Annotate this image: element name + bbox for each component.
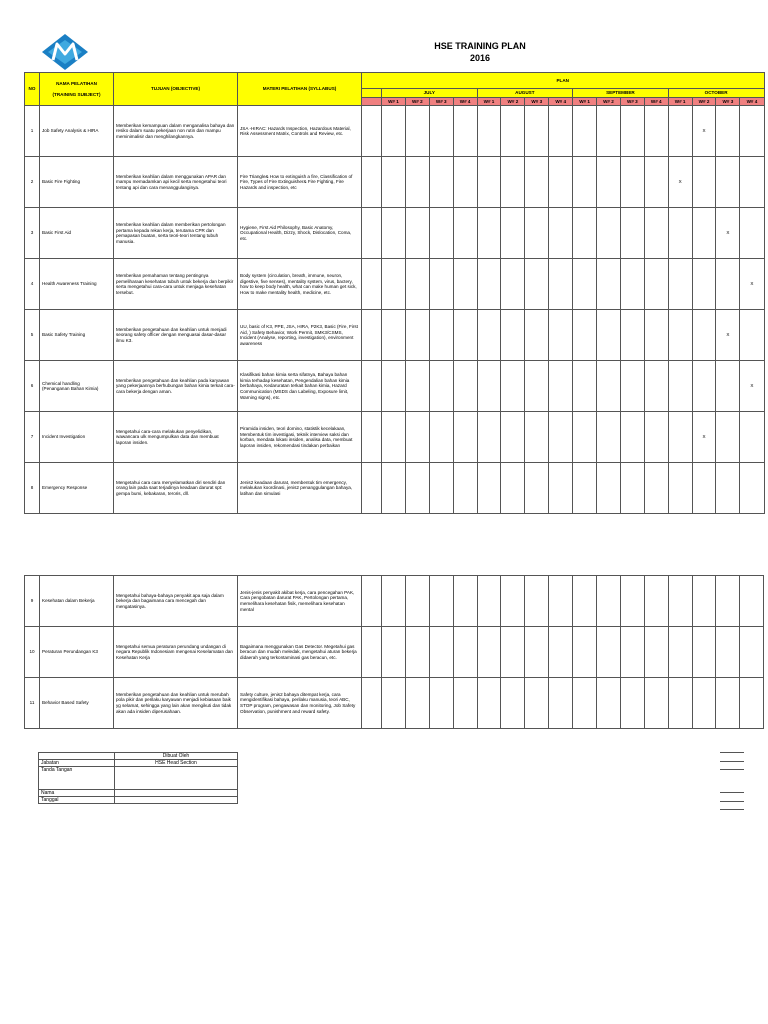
- week-header: W# 1: [382, 97, 406, 106]
- plan-week-cell[interactable]: [525, 361, 549, 412]
- plan-week-cell[interactable]: [382, 310, 406, 361]
- training-syllabus: UU, basic of K3, PPE, JSA, HIRA, P2K3, Basic (Fire, First Aid, ) Safety Behavior, Work Permit, SMK3/CSMS, Incident (Analyse, reporting, investigation), environment awareness: [238, 310, 362, 361]
- training-objective: Memberikan pengetahuan dan keahlian untuk merubah pola pikir dan perilaku karyawan menjadi kebiasaan baik yg selamat, sehingga yang lain akan mengikuti dan tidak akan ada insiden diperusahaan.: [114, 678, 238, 729]
- plan-week-cell[interactable]: [549, 627, 573, 678]
- plan-week-cell[interactable]: [405, 412, 429, 463]
- plan-week-cell[interactable]: [429, 310, 453, 361]
- week-header: W# 4: [644, 97, 668, 106]
- table-row: [25, 576, 764, 627]
- plan-week-cell[interactable]: [668, 412, 692, 463]
- sig-row-jabatan: Jabatan: [39, 760, 115, 767]
- plan-week-cell[interactable]: [477, 208, 501, 259]
- month-september: SEPTEMBER: [573, 89, 669, 98]
- plan-mark: X: [702, 128, 706, 134]
- training-subject: Basic First Aid: [40, 208, 114, 259]
- plan-week-cell[interactable]: [453, 208, 477, 259]
- training-syllabus: Piramida insiden, teori domino, statistik kecelakaan, Membentuk tim investigasi, teknik interview saksi dan korban, mendata lokasi insiden, analisa data, membuat laporan insiden, rekomendasi tindakan perbaikan: [238, 412, 362, 463]
- plan-week-cell[interactable]: [716, 576, 740, 627]
- plan-week-cell[interactable]: [453, 627, 477, 678]
- plan-week-cell[interactable]: [501, 412, 525, 463]
- plan-week-cell[interactable]: [668, 259, 692, 310]
- plan-week-cell[interactable]: [453, 361, 477, 412]
- plan-week-cell[interactable]: [525, 576, 549, 627]
- header-syllabus: MATERI PELATIHAN (SYLLABUS): [238, 73, 362, 106]
- plan-week-cell[interactable]: [668, 157, 692, 208]
- plan-week-cell[interactable]: [716, 627, 740, 678]
- row-number: 9: [25, 576, 40, 627]
- plan-week-cell[interactable]: [525, 678, 549, 729]
- page-title: [380, 40, 580, 64]
- plan-week-cell[interactable]: [525, 157, 549, 208]
- plan-week-cell[interactable]: [549, 361, 573, 412]
- week-header: W# 4: [453, 97, 477, 106]
- plan-week-cell[interactable]: [692, 678, 716, 729]
- plan-mark: X: [750, 281, 754, 287]
- signature-table: [38, 752, 238, 804]
- plan-week-cell[interactable]: [405, 106, 429, 157]
- plan-week-cell[interactable]: [501, 157, 525, 208]
- training-subject: Kesehatan dalam Bekerja: [40, 576, 114, 627]
- plan-week-cell[interactable]: [644, 310, 668, 361]
- plan-week-cell[interactable]: [620, 463, 644, 514]
- plan-week-cell[interactable]: [668, 627, 692, 678]
- training-objective: Mengetahui bahaya-bahaya penyakit apa saja dalam bekerja dan bagaimana cara mencegah dan mengatasinya.: [114, 576, 238, 627]
- plan-spacer-cell: [362, 157, 382, 208]
- plan-week-cell[interactable]: [405, 678, 429, 729]
- table-row: [25, 106, 765, 157]
- table-row: [25, 678, 764, 729]
- plan-week-cell[interactable]: [740, 576, 764, 627]
- plan-week-cell[interactable]: [740, 208, 764, 259]
- plan-mark: X: [726, 230, 730, 236]
- header-subject: NAMA PELATIHAN (TRAINING SUBJECT): [40, 73, 114, 106]
- plan-spacer-cell: [362, 361, 382, 412]
- training-subject: Emergency Response: [40, 463, 114, 514]
- plan-week-cell[interactable]: [573, 208, 597, 259]
- table-row: [25, 259, 765, 310]
- plan-week-cell[interactable]: [382, 259, 406, 310]
- header-objective: TUJUAN (OBJECTIVE): [114, 73, 238, 106]
- plan-week-cell[interactable]: [501, 361, 525, 412]
- plan-week-cell[interactable]: [549, 412, 573, 463]
- training-syllabus: Hygiene, First Aid Philosophy, Basic Anatomy, Occupational Health, Dizzy, Shock, Dislocation, Coma, etc.: [238, 208, 362, 259]
- training-subject: Chemical handling (Penanganan Bahan Kimia): [40, 361, 114, 412]
- plan-mark: X: [702, 434, 706, 440]
- plan-week-cell[interactable]: [597, 106, 621, 157]
- plan-week-cell[interactable]: [501, 463, 525, 514]
- table-row: [25, 157, 765, 208]
- plan-week-cell[interactable]: [501, 627, 525, 678]
- plan-week-cell[interactable]: [668, 310, 692, 361]
- row-number: 11: [25, 678, 40, 729]
- plan-week-cell[interactable]: [740, 627, 764, 678]
- header-plan: PLAN: [362, 73, 765, 89]
- row-number: 6: [25, 361, 40, 412]
- plan-week-cell[interactable]: [501, 106, 525, 157]
- plan-week-cell[interactable]: [453, 106, 477, 157]
- plan-week-cell[interactable]: [382, 361, 406, 412]
- plan-week-cell[interactable]: [620, 310, 644, 361]
- plan-week-cell[interactable]: [668, 678, 692, 729]
- plan-week-cell[interactable]: [405, 259, 429, 310]
- plan-week-cell[interactable]: [692, 412, 716, 463]
- plan-week-cell[interactable]: [597, 259, 621, 310]
- week-header: W# 3: [525, 97, 549, 106]
- plan-week-cell[interactable]: [453, 259, 477, 310]
- table-row: [25, 627, 764, 678]
- plan-week-cell[interactable]: [382, 157, 406, 208]
- plan-week-cell[interactable]: [429, 361, 453, 412]
- training-subject: Peraturan Perundangan K3: [40, 627, 114, 678]
- plan-week-cell[interactable]: [740, 463, 764, 514]
- sig-role: HSE Head Section: [115, 760, 238, 767]
- plan-week-cell[interactable]: [597, 310, 621, 361]
- plan-week-cell[interactable]: [668, 106, 692, 157]
- plan-week-cell[interactable]: [692, 576, 716, 627]
- plan-week-cell[interactable]: [597, 157, 621, 208]
- row-number: 2: [25, 157, 40, 208]
- plan-week-cell[interactable]: [525, 259, 549, 310]
- plan-week-cell[interactable]: [549, 208, 573, 259]
- plan-week-cell[interactable]: [477, 361, 501, 412]
- month-july: JULY: [382, 89, 478, 98]
- training-subject: Health Awareness Training: [40, 259, 114, 310]
- training-syllabus: Bagaimana menggunakan Gas Detector. Megetahui gas beracun dan mudah meledak, mengetahui aturan bekerja didaerah yang terkontaminasi gas beracun, etc.: [238, 627, 362, 678]
- plan-week-cell[interactable]: [692, 361, 716, 412]
- plan-week-cell[interactable]: [405, 576, 429, 627]
- plan-week-cell[interactable]: [573, 463, 597, 514]
- signature-field[interactable]: [115, 767, 238, 790]
- sig-row-date: Tanggal: [39, 797, 115, 804]
- signature-right-fragment: [720, 752, 744, 818]
- week-header: W# 3: [716, 97, 740, 106]
- plan-week-cell[interactable]: [644, 412, 668, 463]
- plan-week-cell[interactable]: [429, 157, 453, 208]
- plan-week-cell[interactable]: [716, 463, 740, 514]
- plan-week-cell[interactable]: [501, 576, 525, 627]
- plan-mark: X: [726, 332, 730, 338]
- training-objective: Memberikan pemahaman tentang pentingnya pemeliharaan kesehatan tubuh untuk bekerja dan berpikir serta mengetahui cara-cara untuk menjaga kesehatan tersebut.: [114, 259, 238, 310]
- training-objective: Mengetahui cara-cara melakukan penyelidikan, wawancara ulk mengumpulkan data dan membuat laporan insiden.: [114, 412, 238, 463]
- plan-week-cell[interactable]: [692, 310, 716, 361]
- plan-week-cell[interactable]: [525, 310, 549, 361]
- plan-week-cell[interactable]: [644, 208, 668, 259]
- plan-week-cell[interactable]: [501, 259, 525, 310]
- plan-week-cell[interactable]: [501, 208, 525, 259]
- plan-week-cell[interactable]: [644, 157, 668, 208]
- plan-week-cell[interactable]: [429, 678, 453, 729]
- plan-week-cell[interactable]: [429, 463, 453, 514]
- plan-week-cell[interactable]: [477, 310, 501, 361]
- plan-week-cell[interactable]: [620, 361, 644, 412]
- table-row: [25, 310, 765, 361]
- plan-week-cell[interactable]: [620, 208, 644, 259]
- plan-mark: X: [678, 179, 682, 185]
- week-header: W# 1: [573, 97, 597, 106]
- row-number: 8: [25, 463, 40, 514]
- week-header: W# 3: [620, 97, 644, 106]
- plan-week-cell[interactable]: [573, 627, 597, 678]
- plan-week-cell[interactable]: [453, 678, 477, 729]
- plan-week-cell[interactable]: [453, 576, 477, 627]
- plan-week-cell[interactable]: [740, 412, 764, 463]
- plan-week-cell[interactable]: [692, 157, 716, 208]
- plan-week-cell[interactable]: [429, 106, 453, 157]
- plan-week-cell[interactable]: [644, 576, 668, 627]
- plan-week-cell[interactable]: [501, 678, 525, 729]
- plan-week-cell[interactable]: [429, 576, 453, 627]
- plan-week-cell[interactable]: [620, 157, 644, 208]
- plan-week-cell[interactable]: [453, 310, 477, 361]
- month-october: OCTOBER: [668, 89, 764, 98]
- training-plan-table-continued: [24, 575, 764, 729]
- training-subject: Basic Fire Fighting: [40, 157, 114, 208]
- training-objective: Memberikan pengetahuan dan keahlian pada karyawan yang pekerjaannya berhubungan bahan kimia terkait cara-cara bekerja dengan aman.: [114, 361, 238, 412]
- sig-row-signature: Tanda Tangan: [39, 767, 115, 790]
- training-subject: Job Safety Analysis & HIRA: [40, 106, 114, 157]
- week-header: W# 2: [692, 97, 716, 106]
- plan-week-cell[interactable]: [573, 678, 597, 729]
- plan-week-cell[interactable]: [716, 678, 740, 729]
- table-row: [25, 463, 765, 514]
- plan-week-cell[interactable]: [525, 463, 549, 514]
- plan-week-cell[interactable]: [573, 576, 597, 627]
- training-plan-table: [24, 72, 765, 514]
- training-subject: Behavior Based Safety: [40, 678, 114, 729]
- plan-week-cell[interactable]: [549, 259, 573, 310]
- plan-week-cell[interactable]: [477, 259, 501, 310]
- training-objective: Memberikan kemampuan dalam menganalisa bahaya dan resiko dalam suatu pekerjaan non rutin dan mampu meminimalisir dan menghilangkannya.: [114, 106, 238, 157]
- title-year: 2016: [469, 53, 491, 63]
- plan-week-cell[interactable]: [525, 208, 549, 259]
- plan-week-cell[interactable]: [429, 627, 453, 678]
- row-number: 3: [25, 208, 40, 259]
- plan-week-cell[interactable]: [525, 627, 549, 678]
- row-number: 7: [25, 412, 40, 463]
- plan-week-cell[interactable]: [597, 361, 621, 412]
- training-syllabus: Jenis2 keadaan darurat, membentuk tim emergency, melakukan koordinasi, jenis2 penanggulangan bahaya, latihan dan simulasi: [238, 463, 362, 514]
- plan-week-cell[interactable]: [382, 208, 406, 259]
- plan-week-cell[interactable]: [692, 106, 716, 157]
- training-syllabus: Body system (circulation, breath, immune, neuron, digestive, five senses), mentality system, virus, bactery, how to keep body health, what can make human get sick, How to make mentality health, medicine, etc.: [238, 259, 362, 310]
- training-syllabus: JSA -HIRAC: Hazards Inspection, Hazardous Material, Risk Assessment Matrix, Controls and Review, etc.: [238, 106, 362, 157]
- training-syllabus: Jenis-jenis penyakit akibat kerja, cara pencegahan PAK, Cara pengobatan darurat PAK, Pertolongan pertama, memelihara kesehatan fisik, memelihara kesehatan mental: [238, 576, 362, 627]
- training-objective: Memberikan keahlian dalam menggunakan APAR dan mampu memadamkan api kecil serta mengetahui teori tentang api dan cara menanggulanginya.: [114, 157, 238, 208]
- week-header: W# 2: [501, 97, 525, 106]
- plan-week-cell[interactable]: [644, 106, 668, 157]
- plan-week-cell[interactable]: [573, 310, 597, 361]
- plan-week-cell[interactable]: [477, 576, 501, 627]
- plan-week-cell[interactable]: [620, 412, 644, 463]
- company-logo-icon: [40, 32, 90, 72]
- plan-week-cell[interactable]: [549, 463, 573, 514]
- plan-week-cell[interactable]: [573, 106, 597, 157]
- plan-week-cell[interactable]: [716, 208, 740, 259]
- plan-spacer-cell: [362, 208, 382, 259]
- header-no: NO: [25, 73, 40, 106]
- training-subject: Incident Investigation: [40, 412, 114, 463]
- plan-week-cell[interactable]: [525, 106, 549, 157]
- plan-week-cell[interactable]: [405, 361, 429, 412]
- plan-spacer-cell: [362, 678, 382, 729]
- plan-week-cell[interactable]: [405, 208, 429, 259]
- plan-week-cell[interactable]: [740, 310, 764, 361]
- plan-week-cell[interactable]: [382, 576, 406, 627]
- plan-week-cell[interactable]: [644, 463, 668, 514]
- made-by-label: Dibuat Oleh: [115, 753, 238, 760]
- training-objective: Memberikan pengetahuan dan keahlian untuk menjadi seorang safety officer dengan menguasai dasar-dasar ilmu K3.: [114, 310, 238, 361]
- plan-week-cell[interactable]: [668, 208, 692, 259]
- plan-spacer-cell: [362, 412, 382, 463]
- week-header: W# 4: [549, 97, 573, 106]
- plan-week-cell[interactable]: [405, 627, 429, 678]
- plan-week-cell[interactable]: [549, 576, 573, 627]
- plan-week-cell[interactable]: [620, 678, 644, 729]
- plan-spacer-cell: [362, 463, 382, 514]
- row-number: 4: [25, 259, 40, 310]
- plan-week-cell[interactable]: [644, 678, 668, 729]
- training-objective: Mengetahui semua peraturan perundang undangan di negara Republik Indonesiam mengenai Keselamatan dan Kesehatan Kerja: [114, 627, 238, 678]
- plan-spacer-cell: [362, 259, 382, 310]
- week-header: W# 3: [429, 97, 453, 106]
- table-row: [25, 208, 765, 259]
- plan-spacer-cell: [362, 627, 382, 678]
- training-objective: Memberikan keahlian dalam memberikan pertolongan pertama kepada rekan kerja, terutama CPR dan pemapasan buatan, serta teori-teori tentang tubuh manusia.: [114, 208, 238, 259]
- plan-week-cell[interactable]: [405, 157, 429, 208]
- plan-week-cell[interactable]: [477, 157, 501, 208]
- plan-week-cell[interactable]: [477, 463, 501, 514]
- training-subject: Basic Safety Training: [40, 310, 114, 361]
- plan-week-cell[interactable]: [716, 412, 740, 463]
- week-header: W# 1: [477, 97, 501, 106]
- training-syllabus: Safety culture, jenis2 bahaya ditempat kerja, cara mengidentifikasi bahaya, perilaku manusia, teori ABC, STOP program, pengawasan dan monitoring, Job Safety Observation, punishment and reward safety.: [238, 678, 362, 729]
- plan-week-cell[interactable]: [597, 208, 621, 259]
- plan-week-cell[interactable]: [716, 106, 740, 157]
- plan-week-cell[interactable]: [668, 463, 692, 514]
- plan-week-cell[interactable]: [597, 627, 621, 678]
- plan-week-cell[interactable]: [382, 627, 406, 678]
- plan-week-cell[interactable]: [740, 106, 764, 157]
- plan-week-cell[interactable]: [405, 463, 429, 514]
- plan-week-cell[interactable]: [692, 627, 716, 678]
- week-spacer: [362, 97, 382, 106]
- plan-week-cell[interactable]: [644, 259, 668, 310]
- plan-week-cell[interactable]: [740, 259, 764, 310]
- plan-week-cell[interactable]: [740, 678, 764, 729]
- month-august: AUGUST: [477, 89, 573, 98]
- date-field[interactable]: [115, 797, 238, 804]
- plan-week-cell[interactable]: [573, 412, 597, 463]
- plan-week-cell[interactable]: [477, 678, 501, 729]
- training-objective: Mengetahui cara cara menyelamatkan diri sendiri dan orang lain pada saat terjadinya keadaan darurat spt: gempa bumi, kebakaran, teroris, dll.: [114, 463, 238, 514]
- plan-week-cell[interactable]: [549, 157, 573, 208]
- table-row: [25, 412, 765, 463]
- plan-week-cell[interactable]: [620, 627, 644, 678]
- plan-week-cell[interactable]: [620, 576, 644, 627]
- header-plan-spacer: [362, 89, 382, 98]
- plan-week-cell[interactable]: [382, 463, 406, 514]
- plan-week-cell[interactable]: [573, 361, 597, 412]
- week-header: W# 2: [597, 97, 621, 106]
- plan-week-cell[interactable]: [692, 463, 716, 514]
- plan-week-cell[interactable]: [549, 310, 573, 361]
- plan-spacer-cell: [362, 106, 382, 157]
- training-syllabus: Klasifikasi bahan kimia serta sifatnya, Bahaya bahan kimia terhadap kesehatan, Pengendalian bahan kimia berbahaya, Kedaruratan terkait bahan kimia, Hazard Communication (MSDS dan Labeling, Exposure limit, Warning signs), etc.: [238, 361, 362, 412]
- name-field[interactable]: [115, 790, 238, 797]
- week-header: W# 2: [405, 97, 429, 106]
- plan-week-cell[interactable]: [597, 576, 621, 627]
- plan-spacer-cell: [362, 576, 382, 627]
- plan-week-cell[interactable]: [477, 106, 501, 157]
- plan-week-cell[interactable]: [668, 576, 692, 627]
- plan-week-cell[interactable]: [620, 106, 644, 157]
- plan-week-cell[interactable]: [716, 157, 740, 208]
- plan-week-cell[interactable]: [597, 412, 621, 463]
- plan-week-cell[interactable]: [549, 106, 573, 157]
- plan-week-cell[interactable]: [405, 310, 429, 361]
- plan-week-cell[interactable]: [382, 412, 406, 463]
- plan-week-cell[interactable]: [644, 361, 668, 412]
- plan-week-cell[interactable]: [716, 361, 740, 412]
- plan-week-cell[interactable]: [620, 259, 644, 310]
- plan-week-cell[interactable]: [668, 361, 692, 412]
- plan-spacer-cell: [362, 310, 382, 361]
- plan-week-cell[interactable]: [573, 259, 597, 310]
- row-number: 10: [25, 627, 40, 678]
- plan-mark: X: [750, 383, 754, 389]
- plan-week-cell[interactable]: [740, 361, 764, 412]
- plan-week-cell[interactable]: [453, 157, 477, 208]
- sig-row-name: Nama: [39, 790, 115, 797]
- plan-week-cell[interactable]: [716, 259, 740, 310]
- row-number: 1: [25, 106, 40, 157]
- week-header: W# 4: [740, 97, 764, 106]
- plan-week-cell[interactable]: [382, 106, 406, 157]
- training-syllabus: Fire Triangle& How to extinguish a fire, Classification of Fire, Types of Fire Extinguisher& Fire Fighting, Fire Hazards and inspection, etc: [238, 157, 362, 208]
- plan-week-cell[interactable]: [477, 412, 501, 463]
- plan-week-cell[interactable]: [692, 208, 716, 259]
- plan-week-cell[interactable]: [382, 678, 406, 729]
- plan-week-cell[interactable]: [597, 463, 621, 514]
- row-number: 5: [25, 310, 40, 361]
- plan-week-cell[interactable]: [597, 678, 621, 729]
- plan-week-cell[interactable]: [644, 627, 668, 678]
- plan-week-cell[interactable]: [549, 678, 573, 729]
- plan-week-cell[interactable]: [573, 157, 597, 208]
- plan-week-cell[interactable]: [740, 157, 764, 208]
- plan-week-cell[interactable]: [525, 412, 549, 463]
- plan-week-cell[interactable]: [692, 259, 716, 310]
- plan-week-cell[interactable]: [453, 463, 477, 514]
- plan-week-cell[interactable]: [501, 310, 525, 361]
- week-header: W# 1: [668, 97, 692, 106]
- plan-week-cell[interactable]: [716, 310, 740, 361]
- plan-week-cell[interactable]: [429, 412, 453, 463]
- plan-week-cell[interactable]: [429, 208, 453, 259]
- plan-week-cell[interactable]: [453, 412, 477, 463]
- plan-week-cell[interactable]: [477, 627, 501, 678]
- title-text: HSE TRAINING PLAN: [434, 41, 526, 51]
- table-row: [25, 361, 765, 412]
- plan-week-cell[interactable]: [429, 259, 453, 310]
